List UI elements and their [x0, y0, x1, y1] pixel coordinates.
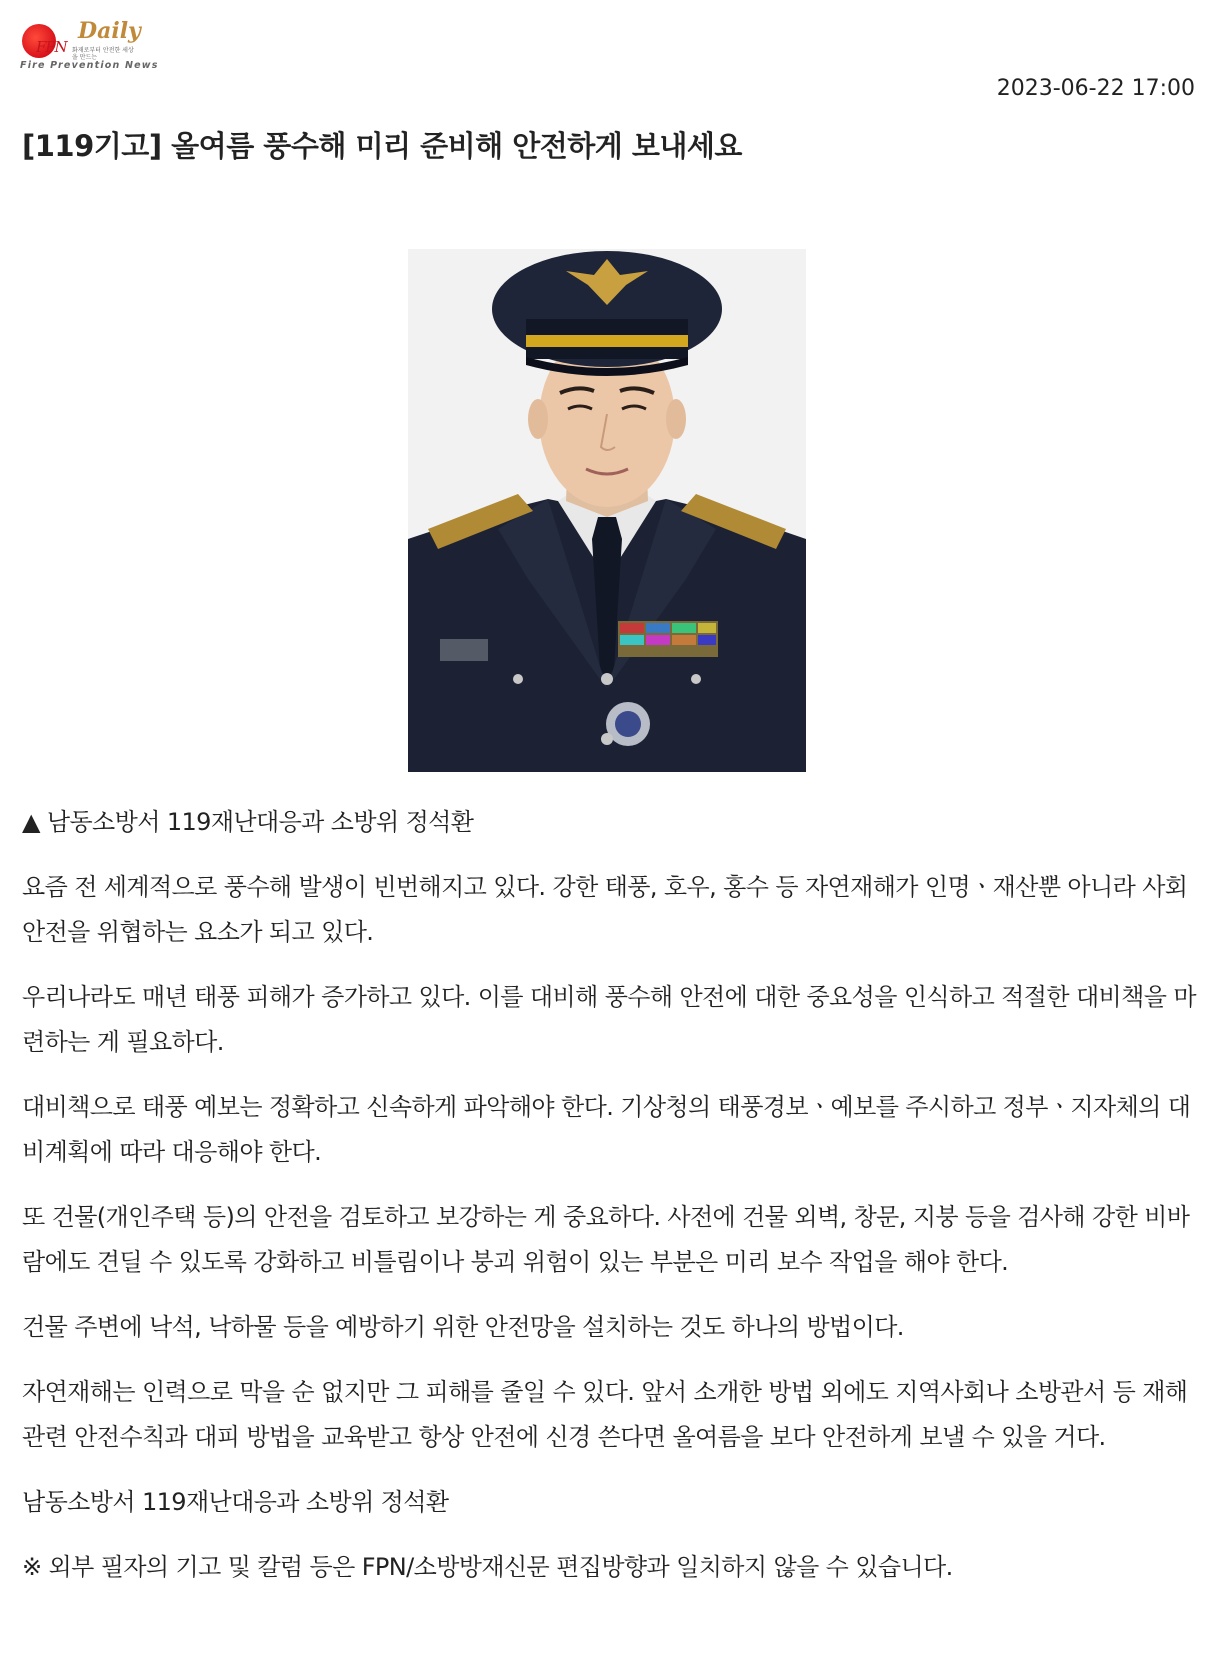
article-paragraph: 또 건물(개인주택 등)의 안전을 검토하고 보강하는 게 중요하다. 사전에 건물 외벽, 창문, 지붕 등을 검사해 강한 비바람에도 견딜 수 있도록 강화하고 비틀림이나 붕괴 위험이 있는 부분은 미리 보수 작업을 해야 한다.: [22, 1203, 1190, 1276]
author-photo: [408, 249, 806, 772]
logo-tagline: 화재로부터 안전한 세상을 만드는: [72, 47, 134, 61]
site-logo[interactable]: [20, 20, 160, 72]
article-paragraph: 대비책으로 태풍 예보는 정확하고 신속하게 파악해야 한다. 기상청의 태풍경보ㆍ예보를 주시하고 정부ㆍ지자체의 대비계획에 따라 대응해야 한다.: [22, 1093, 1191, 1166]
article-paragraph: 우리나라도 매년 태풍 피해가 증가하고 있다. 이를 대비해 풍수해 안전에 대한 중요성을 인식하고 적절한 대비책을 마련하는 게 필요하다.: [22, 983, 1196, 1056]
article-paragraph: 요즘 전 세계적으로 풍수해 발생이 빈번해지고 있다. 강한 태풍, 호우, 홍수 등 자연재해가 인명ㆍ재산뿐 아니라 사회 안전을 위협하는 요소가 되고 있다.: [22, 873, 1188, 946]
article-title: [119기고] 올여름 풍수해 미리 준비해 안전하게 보내세요: [22, 129, 742, 163]
logo-brand: FPN: [36, 38, 67, 56]
photo-caption: ▲ 남동소방서 119재난대응과 소방위 정석환: [22, 808, 474, 836]
article-paragraph: 자연재해는 인력으로 막을 순 없지만 그 피해를 줄일 수 있다. 앞서 소개한 방법 외에도 지역사회나 소방관서 등 재해 관련 안전수칙과 대피 방법을 교육받고 항상 안전에 신경 쓴다면 올여름을 보다 안전하게 보낼 수 있을 거다.: [22, 1378, 1188, 1451]
logo-subtitle: Fire Prevention News: [20, 60, 159, 71]
logo-name: Daily: [78, 18, 141, 44]
article-body: [22, 800, 1202, 1610]
article-disclaimer: ※ 외부 필자의 기고 및 칼럼 등은 FPN/소방방재신문 편집방향과 일치하지 않을 수 있습니다.: [22, 1553, 953, 1581]
article-author: 남동소방서 119재난대응과 소방위 정석환: [22, 1488, 449, 1516]
article-paragraph: 건물 주변에 낙석, 낙하물 등을 예방하기 위한 안전망을 설치하는 것도 하나의 방법이다.: [22, 1313, 904, 1341]
article-date: 2023-06-22 17:00: [996, 76, 1195, 101]
